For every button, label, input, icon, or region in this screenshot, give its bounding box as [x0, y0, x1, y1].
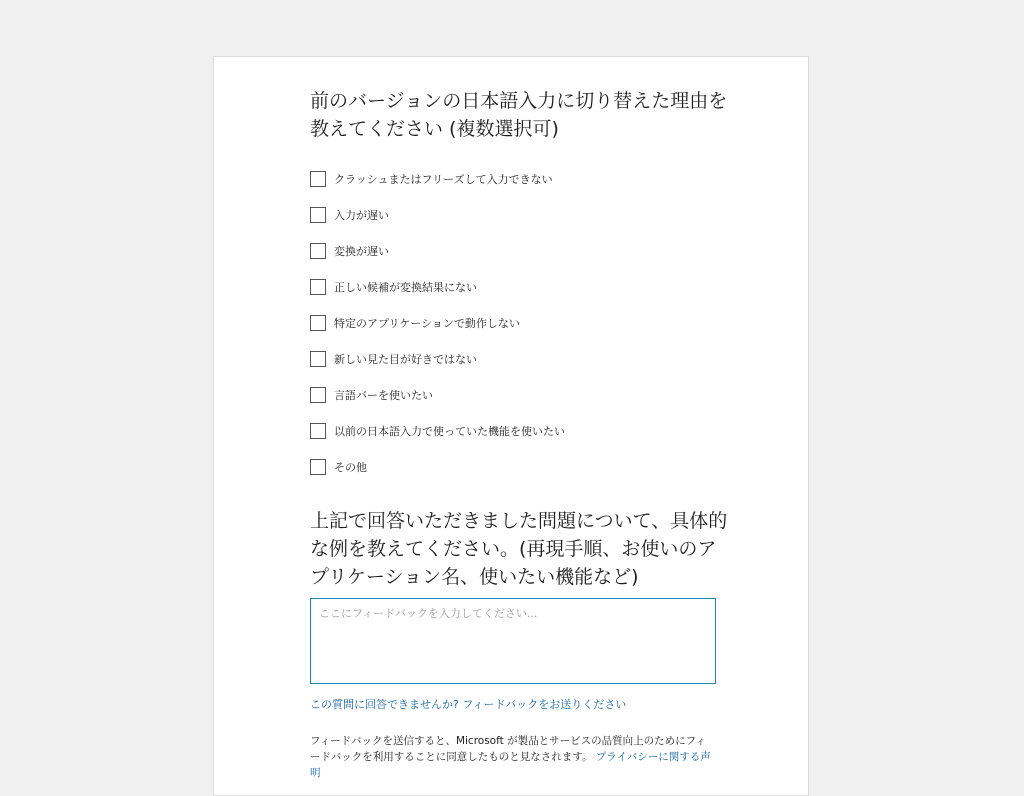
checkbox[interactable]	[310, 315, 326, 331]
option-label: クラッシュまたはフリーズして入力できない	[334, 173, 553, 186]
option-label: 変換が遅い	[334, 245, 389, 258]
survey-panel	[213, 56, 809, 796]
option-label: その他	[334, 461, 367, 474]
checkbox[interactable]	[310, 387, 326, 403]
option-label: 新しい見た目が好きではない	[334, 353, 477, 366]
privacy-statement-link[interactable]: プライバシーに関する声明	[310, 751, 711, 779]
checkbox[interactable]	[310, 207, 326, 223]
option-label: 以前の日本語入力で使っていた機能を使いたい	[334, 425, 565, 438]
disclaimer	[310, 733, 716, 781]
option-label: 正しい候補が変換結果にない	[334, 281, 477, 294]
survey-content	[310, 87, 730, 781]
option-other[interactable]	[310, 449, 730, 485]
option-label: 特定のアプリケーションで動作しない	[334, 317, 520, 330]
option-crash-freeze[interactable]	[310, 161, 730, 197]
option-previous-features[interactable]	[310, 413, 730, 449]
option-slow-input[interactable]	[310, 197, 730, 233]
option-app-not-working[interactable]	[310, 305, 730, 341]
checkbox[interactable]	[310, 423, 326, 439]
cannot-answer-link[interactable]: この質問に回答できませんか? フィードバックをお送りください	[310, 698, 627, 711]
option-dislike-look[interactable]	[310, 341, 730, 377]
question-1-title: 前のバージョンの日本語入力に切り替えた理由を教えてください (複数選択可)	[310, 90, 728, 140]
checkbox[interactable]	[310, 279, 326, 295]
disclaimer-text: フィードバックを送信すると、Microsoft が製品とサービスの品質向上のためにフィードバックを利用することに同意したものと見なされます。	[310, 735, 706, 763]
checkbox[interactable]	[310, 459, 326, 475]
option-label: 言語バーを使いたい	[334, 389, 433, 402]
feedback-textarea[interactable]	[310, 598, 716, 684]
checkbox[interactable]	[310, 243, 326, 259]
checkbox[interactable]	[310, 351, 326, 367]
question-2-title: 上記で回答いただきました問題について、具体的な例を教えてください。(再現手順、お使いのアプリケーション名、使いたい機能など)	[310, 510, 728, 588]
reasons-checkbox-list	[310, 161, 730, 485]
option-label: 入力が遅い	[334, 209, 389, 222]
checkbox[interactable]	[310, 171, 326, 187]
option-slow-conversion[interactable]	[310, 233, 730, 269]
option-wrong-candidates[interactable]	[310, 269, 730, 305]
option-language-bar[interactable]	[310, 377, 730, 413]
